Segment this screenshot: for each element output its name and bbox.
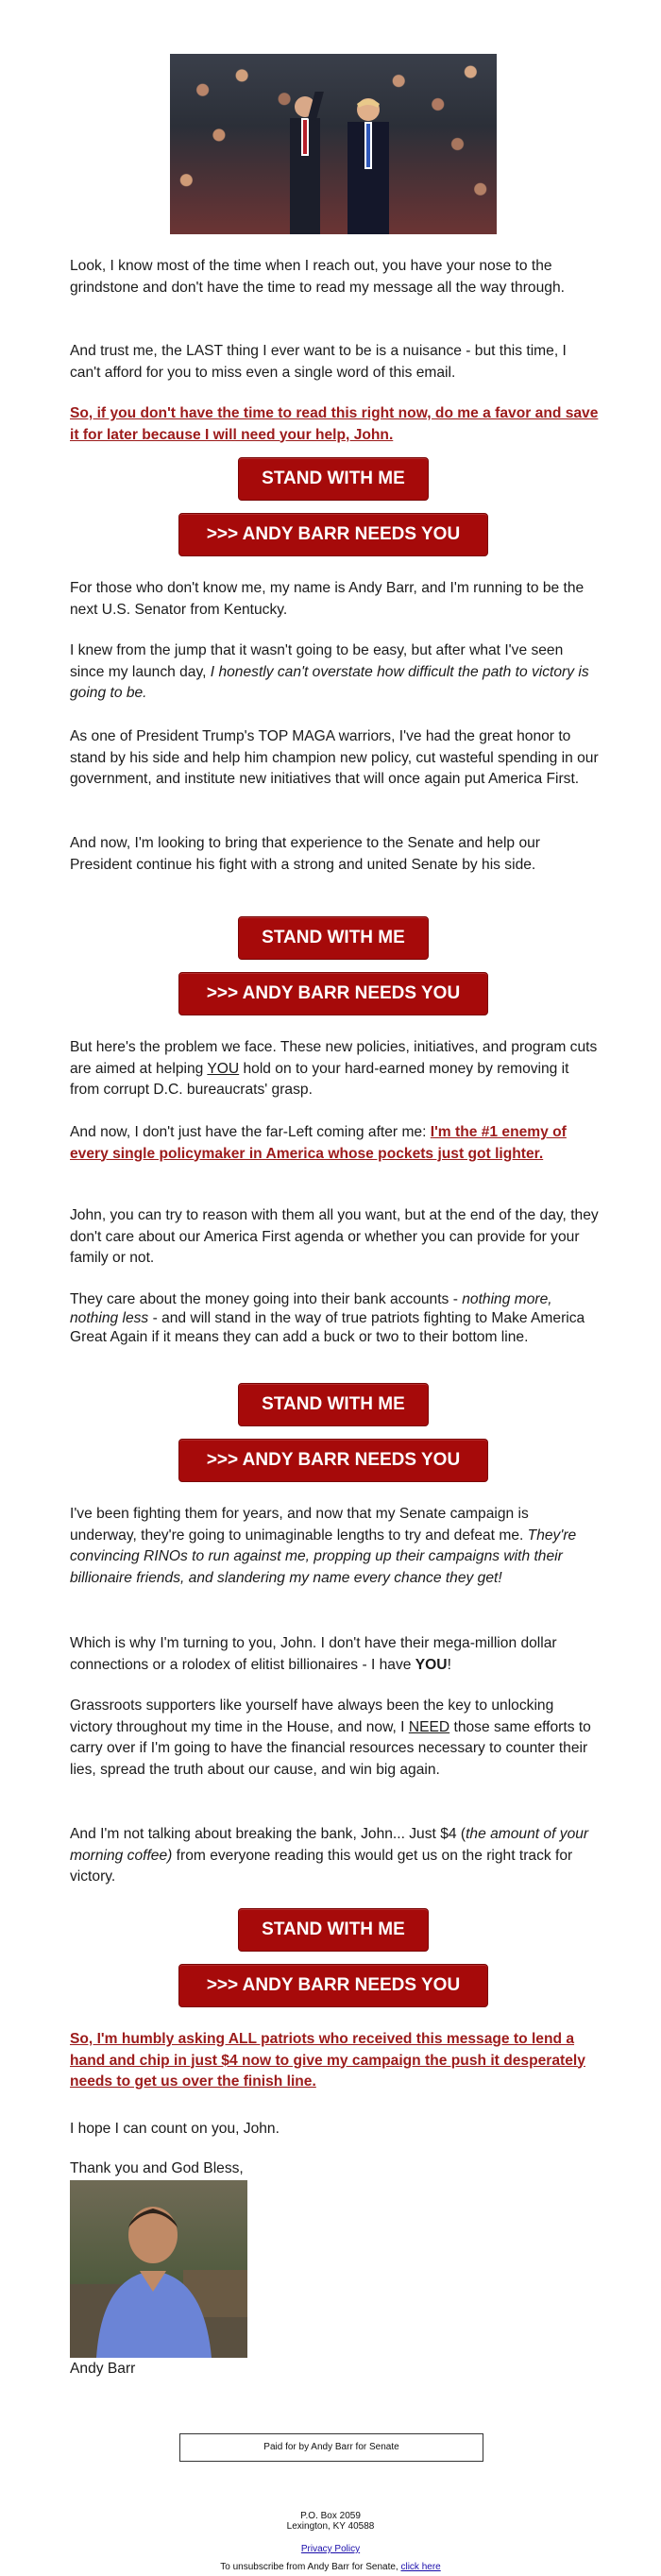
andy-barr-needs-you-button[interactable]: >>> ANDY BARR NEEDS YOU: [178, 513, 488, 556]
unsubscribe-row: [0, 2562, 661, 2572]
paragraph-launch: [70, 640, 599, 705]
stand-with-me-button[interactable]: STAND WITH ME: [238, 1908, 429, 1952]
speaker-figure-left: [283, 92, 327, 234]
paragraph-problem: [70, 1037, 599, 1101]
candidate-photo: [70, 2180, 247, 2358]
save-for-later-link[interactable]: So, if you don't have the time to read this right now, do me a favor and save it for later because I will need your help, John.: [70, 405, 599, 443]
unsubscribe-text: To unsubscribe from Andy Barr for Senate,: [220, 2562, 401, 2572]
speaker-figure-right: [340, 96, 397, 234]
paragraph-count-on-you: I hope I can count on you, John.: [70, 2121, 280, 2137]
andy-barr-needs-you-button[interactable]: >>> ANDY BARR NEEDS YOU: [178, 972, 488, 1015]
paragraph-bank-tail: - and will stand in the way of true patriots fighting to Make America Great Again if it means they can add a buck or two to their bottom line.: [70, 1310, 585, 1345]
candidate-figure: [70, 2180, 247, 2358]
stand-with-me-button[interactable]: STAND WITH ME: [238, 457, 429, 501]
paragraph-maga-warrior: As one of President Trump's TOP MAGA warriors, I've had the great honor to stand by his side and help him champion new policy, cut wasteful spending in our government, and institute new initiatives that will once again put America First.: [70, 728, 599, 787]
privacy-policy-link[interactable]: Privacy Policy: [300, 2544, 361, 2554]
paragraph-problem-text: But here's the problem we face. These new policies, initiatives, and program cuts are aimed at helping: [70, 1039, 598, 1077]
stand-with-me-button[interactable]: STAND WITH ME: [238, 916, 429, 960]
paragraph-fighting-text: I've been fighting them for years, and now that my Senate campaign is underway, they're going to unimaginable lengths to try and defeat me.: [70, 1506, 529, 1544]
unsubscribe-link[interactable]: click here: [400, 2562, 441, 2572]
paragraph-far-left-text: And now, I don't just have the far-Left coming after me:: [70, 1124, 431, 1140]
hero-photo: [170, 54, 497, 234]
paragraph-turning-text: Which is why I'm turning to you, John. I don't have their mega-million dollar connections or a rolodex of elitist billionaires - I have: [70, 1635, 557, 1673]
city-address: Lexington, KY 40588: [286, 2521, 375, 2532]
paragraph-problem-you: YOU: [207, 1060, 240, 1077]
paragraph-nuisance: And trust me, the LAST thing I ever want to be is a nuisance - but this time, I can't afford for you to miss even a single word of this email.: [70, 343, 567, 381]
paragraph-far-left: [70, 1122, 599, 1165]
paragraph-thank-you: Thank you and God Bless,: [70, 2160, 244, 2176]
paragraph-turning-tail: !: [447, 1656, 451, 1673]
privacy-row: [0, 2544, 661, 2554]
po-box: P.O. Box 2059: [300, 2511, 361, 2521]
paragraph-intro: Look, I know most of the time when I reach out, you have your nose to the grindstone and don't have the time to read my message all the way through.: [70, 258, 565, 296]
andy-barr-needs-you-button[interactable]: >>> ANDY BARR NEEDS YOU: [178, 1439, 488, 1482]
paragraph-four-text: And I'm not talking about breaking the bank, John... Just $4 (: [70, 1826, 466, 1842]
paragraph-four-dollars: [70, 1824, 599, 1888]
paragraph-launch-text: I knew from the jump that it wasn't going to be easy, but after what I've seen since my launch day,: [70, 642, 564, 680]
paragraph-grassroots: [70, 1696, 599, 1781]
paragraph-four-italic: the amount of your morning coffee): [70, 1826, 589, 1864]
paragraph-turning-to-you: [70, 1633, 599, 1676]
paragraph-reason: John, you can try to reason with them all you want, but at the end of the day, they don't care about our America First agenda or whether you can provide for your family or not.: [70, 1207, 599, 1266]
andy-barr-needs-you-button[interactable]: >>> ANDY BARR NEEDS YOU: [178, 1964, 488, 2007]
paragraph-senate: And now, I'm looking to bring that experience to the Senate and help our President continue his fight with a strong and united Senate by his side.: [70, 835, 540, 873]
paragraph-bank-text: They care about the money going into their bank accounts -: [70, 1291, 463, 1307]
paragraph-problem-tail: hold on to your hard-earned money by removing it from corrupt D.C. bureaucrats' grasp.: [70, 1060, 569, 1098]
crowd-background: [170, 54, 497, 234]
paragraph-fighting: [70, 1504, 599, 1589]
chip-in-link[interactable]: So, I'm humbly asking ALL patriots who received this message to lend a hand and chip in just $4 now to give my campaign the push it desperately needs to get us over the finish line.: [70, 2031, 585, 2090]
paragraph-bank-accounts: [70, 1290, 599, 1347]
paragraph-grassroots-need: NEED: [408, 1718, 450, 1735]
paragraph-turning-you: YOU: [415, 1656, 448, 1673]
stand-with-me-button[interactable]: STAND WITH ME: [238, 1383, 429, 1426]
paragraph-four-tail: from everyone reading this would get us on the right track for victory.: [70, 1847, 573, 1885]
paragraph-bank-italic: nothing more, nothing less: [70, 1291, 552, 1326]
paragraph-launch-italic: I honestly can't overstate how difficult the path to victory is going to be.: [70, 663, 589, 701]
paragraph-introduction: For those who don't know me, my name is Andy Barr, and I'm running to be the next U.S. Senator from Kentucky.: [70, 580, 585, 618]
signature-name: Andy Barr: [70, 2361, 136, 2377]
paid-for-box: Paid for by Andy Barr for Senate: [179, 2433, 483, 2462]
enemy-link[interactable]: I'm the #1 enemy of every single policymaker in America whose pockets just got lighter.: [70, 1124, 567, 1162]
paragraph-grassroots-text: Grassroots supporters like yourself have always been the key to unlocking victory throughout my time in the House, and now, I: [70, 1697, 554, 1735]
paragraph-grassroots-tail: those same efforts to carry over if I'm going to have the financial resources necessary to counter their lies, spread the truth about our cause, and win big again.: [70, 1718, 591, 1778]
paragraph-fighting-italic: They're convincing RINOs to run against me, propping up their campaigns with their billionaire friends, and slandering my name every chance they get!: [70, 1527, 577, 1586]
